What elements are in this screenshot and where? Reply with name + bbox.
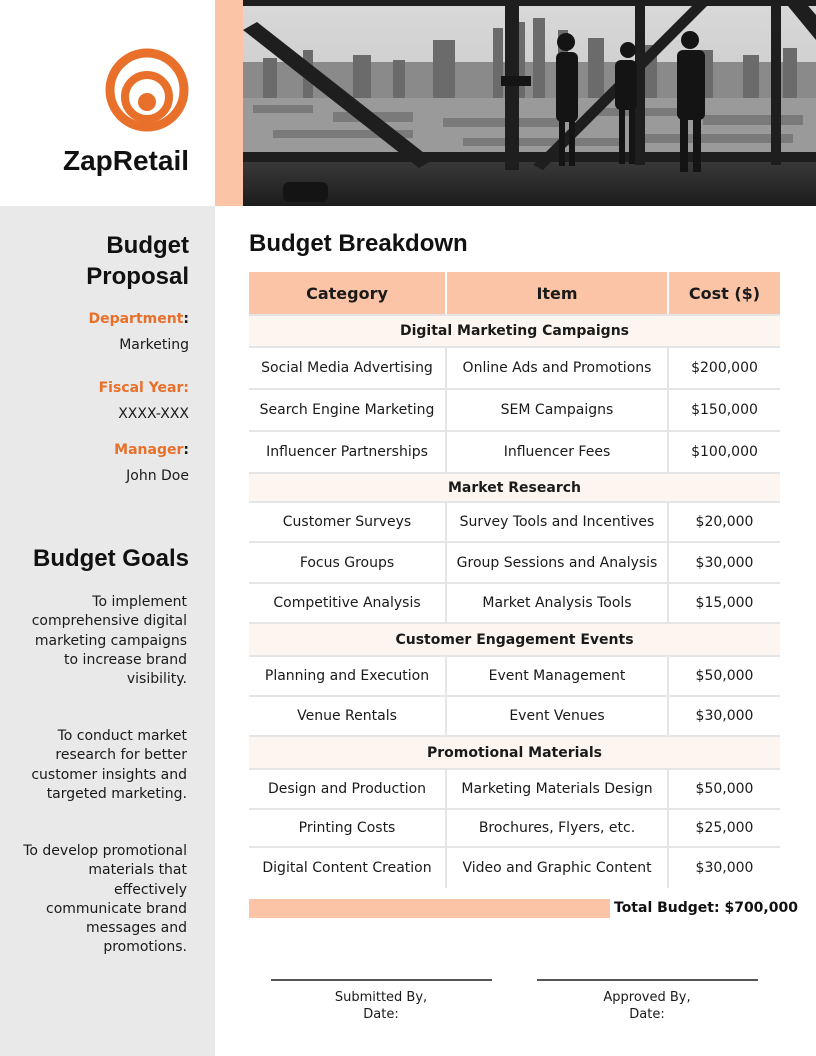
budget-table: [249, 272, 780, 888]
category-cell: Focus Groups: [249, 543, 447, 582]
cost-cell: $20,000: [695, 514, 754, 530]
approved-by-label: [537, 989, 757, 1023]
goal-paragraph: To implement comprehensive digital marketing campaigns to increase brand visibility.: [31, 594, 187, 688]
approved-signature-line: [537, 979, 758, 981]
logo-area: [0, 0, 215, 206]
category-cell: Customer Surveys: [249, 503, 447, 541]
category-cell: Social Media Advertising: [249, 348, 447, 388]
submitted-by-text: Submitted By,: [334, 990, 428, 1005]
fiscal-year-value: XXXX-XXX: [118, 406, 189, 422]
table-row: [249, 430, 780, 472]
category-cell: Design and Production: [249, 770, 447, 808]
item-cell: Market Analysis Tools: [447, 584, 669, 622]
table-row: [249, 541, 780, 582]
fiscal-year-label: Fiscal Year:: [98, 380, 189, 396]
category-cell: Digital Content Creation: [249, 848, 447, 888]
office-skyline-photo: [243, 0, 816, 206]
submitted-by-label: [271, 989, 491, 1023]
goal-paragraph: To conduct market research for better customer insights and targeted marketing.: [31, 728, 187, 802]
category-cell: Printing Costs: [249, 810, 447, 846]
manager-label: Manager:: [114, 442, 189, 458]
table-row: [249, 695, 780, 735]
submitted-date-text: Date:: [363, 1007, 399, 1022]
item-cell: Survey Tools and Incentives: [447, 503, 669, 541]
cost-cell: $15,000: [695, 595, 754, 611]
cost-cell: $25,000: [695, 820, 754, 836]
cost-cell: $200,000: [691, 360, 758, 376]
table-header-row: [249, 272, 780, 314]
item-cell: Video and Graphic Content: [447, 848, 669, 888]
category-cell: Search Engine Marketing: [249, 390, 447, 430]
column-header-cost: Cost ($): [688, 283, 761, 303]
item-cell: Influencer Fees: [447, 432, 669, 472]
table-row: [249, 501, 780, 541]
item-cell: Event Management: [447, 657, 669, 695]
item-cell: Online Ads and Promotions: [447, 348, 669, 388]
table-row: [249, 388, 780, 430]
cost-cell: $150,000: [691, 402, 758, 418]
brand-name: ZapRetail: [62, 145, 189, 176]
section-header: Digital Marketing Campaigns: [249, 314, 780, 346]
cost-cell: $100,000: [691, 444, 758, 460]
cost-cell: $30,000: [695, 860, 754, 876]
cost-cell: $50,000: [695, 668, 754, 684]
department-value: Marketing: [119, 337, 189, 353]
item-cell: SEM Campaigns: [447, 390, 669, 430]
category-cell: Venue Rentals: [249, 697, 447, 735]
category-cell: Competitive Analysis: [249, 584, 447, 622]
title-line-2: Proposal: [86, 263, 189, 290]
table-row: [249, 808, 780, 846]
budget-breakdown-heading: Budget Breakdown: [249, 230, 468, 257]
section-header: Customer Engagement Events: [249, 622, 780, 655]
table-row: [249, 846, 780, 888]
submitted-signature-line: [271, 979, 492, 981]
item-cell: Marketing Materials Design: [447, 770, 669, 808]
cost-cell: $50,000: [695, 781, 754, 797]
cost-cell: $30,000: [695, 554, 754, 571]
budget-goals-heading: Budget Goals: [32, 545, 189, 572]
column-header-item: Item: [447, 272, 669, 314]
cost-cell: $30,000: [695, 708, 754, 724]
total-budget: Total Budget: $700,000: [614, 900, 798, 916]
manager-value: John Doe: [126, 468, 189, 484]
item-cell: Brochures, Flyers, etc.: [447, 810, 669, 846]
table-row: [249, 768, 780, 808]
goal-paragraph: To develop promotional materials that effectively communicate brand messages and promotions.: [23, 843, 187, 956]
total-accent-bar: [249, 899, 610, 918]
approved-date-text: Date:: [629, 1007, 665, 1022]
table-row: [249, 346, 780, 388]
document-title: [0, 230, 189, 292]
item-cell: Event Venues: [447, 697, 669, 735]
table-row: [249, 655, 780, 695]
department-label: Department:: [88, 311, 189, 327]
item-cell: Group Sessions and Analysis: [447, 543, 669, 582]
section-header: Market Research: [249, 472, 780, 501]
sidebar: [0, 206, 215, 1056]
approved-by-text: Approved By,: [603, 990, 691, 1005]
concentric-circle-logo-icon: [104, 47, 190, 133]
column-header-category: Category: [249, 272, 447, 314]
title-line-1: Budget: [106, 232, 189, 259]
table-row: [249, 582, 780, 622]
category-cell: Influencer Partnerships: [249, 432, 447, 472]
accent-strip: [215, 0, 243, 206]
category-cell: Planning and Execution: [249, 657, 447, 695]
section-header: Promotional Materials: [249, 735, 780, 768]
